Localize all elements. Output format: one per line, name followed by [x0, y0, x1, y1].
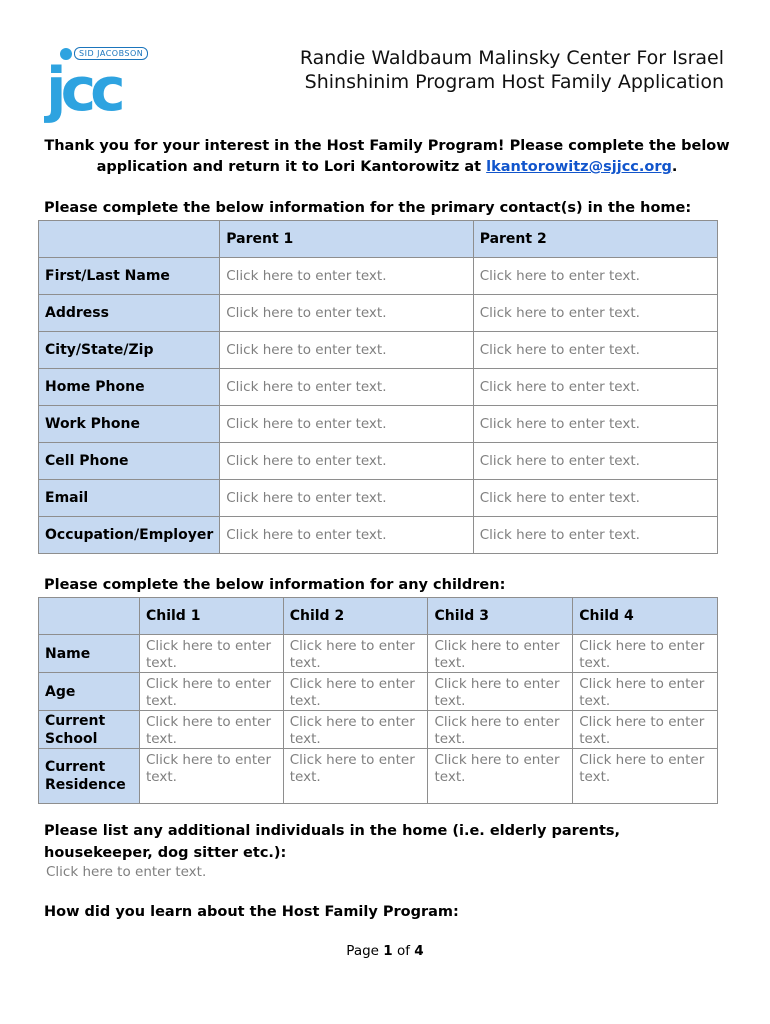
parent-row-label: Home Phone: [39, 369, 220, 406]
child-text-field[interactable]: Click here to enter text.: [139, 749, 283, 804]
page-total: 4: [414, 943, 424, 959]
parent-row-label: Email: [39, 480, 220, 517]
parent-text-field[interactable]: Click here to enter text.: [220, 517, 473, 554]
parents-header-blank: [39, 221, 220, 258]
intro-period: .: [671, 159, 678, 175]
parent-text-field[interactable]: Click here to enter text.: [473, 332, 717, 369]
parent-text-field[interactable]: Click here to enter text.: [473, 443, 717, 480]
child-text-field[interactable]: Click here to enter text.: [428, 749, 573, 804]
parent-row: [39, 295, 718, 332]
children-header-row: [39, 598, 718, 635]
child-text-field[interactable]: Click here to enter text.: [573, 635, 718, 673]
parent-row-label: Address: [39, 295, 220, 332]
parent-text-field[interactable]: Click here to enter text.: [220, 369, 473, 406]
child-row-label: Age: [39, 673, 140, 711]
child-text-field[interactable]: Click here to enter text.: [283, 711, 428, 749]
child-row-label: Name: [39, 635, 140, 673]
intro-text: Thank you for your interest in the Host Family Program! Please complete the below application and return it to Lori Kantorowitz at: [44, 138, 730, 175]
child-text-field[interactable]: Click here to enter text.: [139, 673, 283, 711]
child-text-field[interactable]: Click here to enter text.: [139, 711, 283, 749]
page-word: Page: [346, 943, 379, 959]
parent-text-field[interactable]: Click here to enter text.: [473, 295, 717, 332]
child-row: [39, 635, 718, 673]
page-number: 1: [383, 943, 393, 959]
child-text-field[interactable]: Click here to enter text.: [283, 635, 428, 673]
parent-2-header: Parent 2: [473, 221, 717, 258]
parent-text-field[interactable]: Click here to enter text.: [473, 258, 717, 295]
child-text-field[interactable]: Click here to enter text.: [283, 749, 428, 804]
child-1-header: Child 1: [139, 598, 283, 635]
parent-row: [39, 443, 718, 480]
child-text-field[interactable]: Click here to enter text.: [573, 749, 718, 804]
parent-row-label: Occupation/Employer: [39, 517, 220, 554]
child-row: [39, 711, 718, 749]
child-4-header: Child 4: [573, 598, 718, 635]
child-2-header: Child 2: [283, 598, 428, 635]
child-text-field[interactable]: Click here to enter text.: [139, 635, 283, 673]
child-text-field[interactable]: Click here to enter text.: [283, 673, 428, 711]
parent-1-header: Parent 1: [220, 221, 473, 258]
parent-text-field[interactable]: Click here to enter text.: [220, 295, 473, 332]
child-row-label: Current Residence: [39, 749, 140, 804]
jcc-logo: [42, 44, 152, 136]
additional-individuals-label: Please list any additional individuals in the home (i.e. elderly parents, housekeeper, dog sitter etc.):: [44, 823, 621, 861]
parent-text-field[interactable]: Click here to enter text.: [220, 332, 473, 369]
parent-text-field[interactable]: Click here to enter text.: [220, 406, 473, 443]
child-3-header: Child 3: [428, 598, 573, 635]
parent-text-field[interactable]: Click here to enter text.: [220, 258, 473, 295]
logo-letters: jcc: [46, 55, 120, 125]
child-row: [39, 673, 718, 711]
parent-row: [39, 369, 718, 406]
parent-row-label: City/State/Zip: [39, 332, 220, 369]
parent-row-label: First/Last Name: [39, 258, 220, 295]
parent-row: [39, 480, 718, 517]
parent-row-label: Work Phone: [39, 406, 220, 443]
child-text-field[interactable]: Click here to enter text.: [573, 673, 718, 711]
contact-email-link[interactable]: lkantorowitz@sjjcc.org: [486, 159, 672, 175]
children-table: [38, 597, 718, 804]
parents-header-row: [39, 221, 718, 258]
intro-paragraph: [42, 136, 732, 178]
logo-brand-text: SID JACOBSON: [74, 47, 148, 60]
title-line-2: Shinshinim Program Host Family Application: [304, 71, 724, 93]
parents-section-label: Please complete the below information for the primary contact(s) in the home:: [44, 200, 692, 216]
child-text-field[interactable]: Click here to enter text.: [573, 711, 718, 749]
page-footer: [0, 943, 770, 959]
title-line-1: Randie Waldbaum Malinsky Center For Israel: [299, 47, 724, 69]
child-text-field[interactable]: Click here to enter text.: [428, 673, 573, 711]
parent-text-field[interactable]: Click here to enter text.: [473, 480, 717, 517]
parent-text-field[interactable]: Click here to enter text.: [220, 480, 473, 517]
parent-row: [39, 258, 718, 295]
children-section-label: Please complete the below information for any children:: [44, 577, 506, 593]
children-header-blank: [39, 598, 140, 635]
child-text-field[interactable]: Click here to enter text.: [428, 635, 573, 673]
learn-about-label: How did you learn about the Host Family Program:: [44, 904, 459, 920]
parent-text-field[interactable]: Click here to enter text.: [473, 517, 717, 554]
parent-row: [39, 406, 718, 443]
parent-row-label: Cell Phone: [39, 443, 220, 480]
parent-text-field[interactable]: Click here to enter text.: [473, 406, 717, 443]
parent-row: [39, 332, 718, 369]
additional-individuals-field[interactable]: Click here to enter text.: [46, 864, 207, 880]
of-word: of: [396, 943, 410, 959]
child-row: [39, 749, 718, 804]
parent-row: [39, 517, 718, 554]
parents-table: [38, 220, 718, 554]
document-title: [300, 46, 724, 94]
child-text-field[interactable]: Click here to enter text.: [428, 711, 573, 749]
parent-text-field[interactable]: Click here to enter text.: [473, 369, 717, 406]
parent-text-field[interactable]: Click here to enter text.: [220, 443, 473, 480]
child-row-label: Current School: [39, 711, 140, 749]
